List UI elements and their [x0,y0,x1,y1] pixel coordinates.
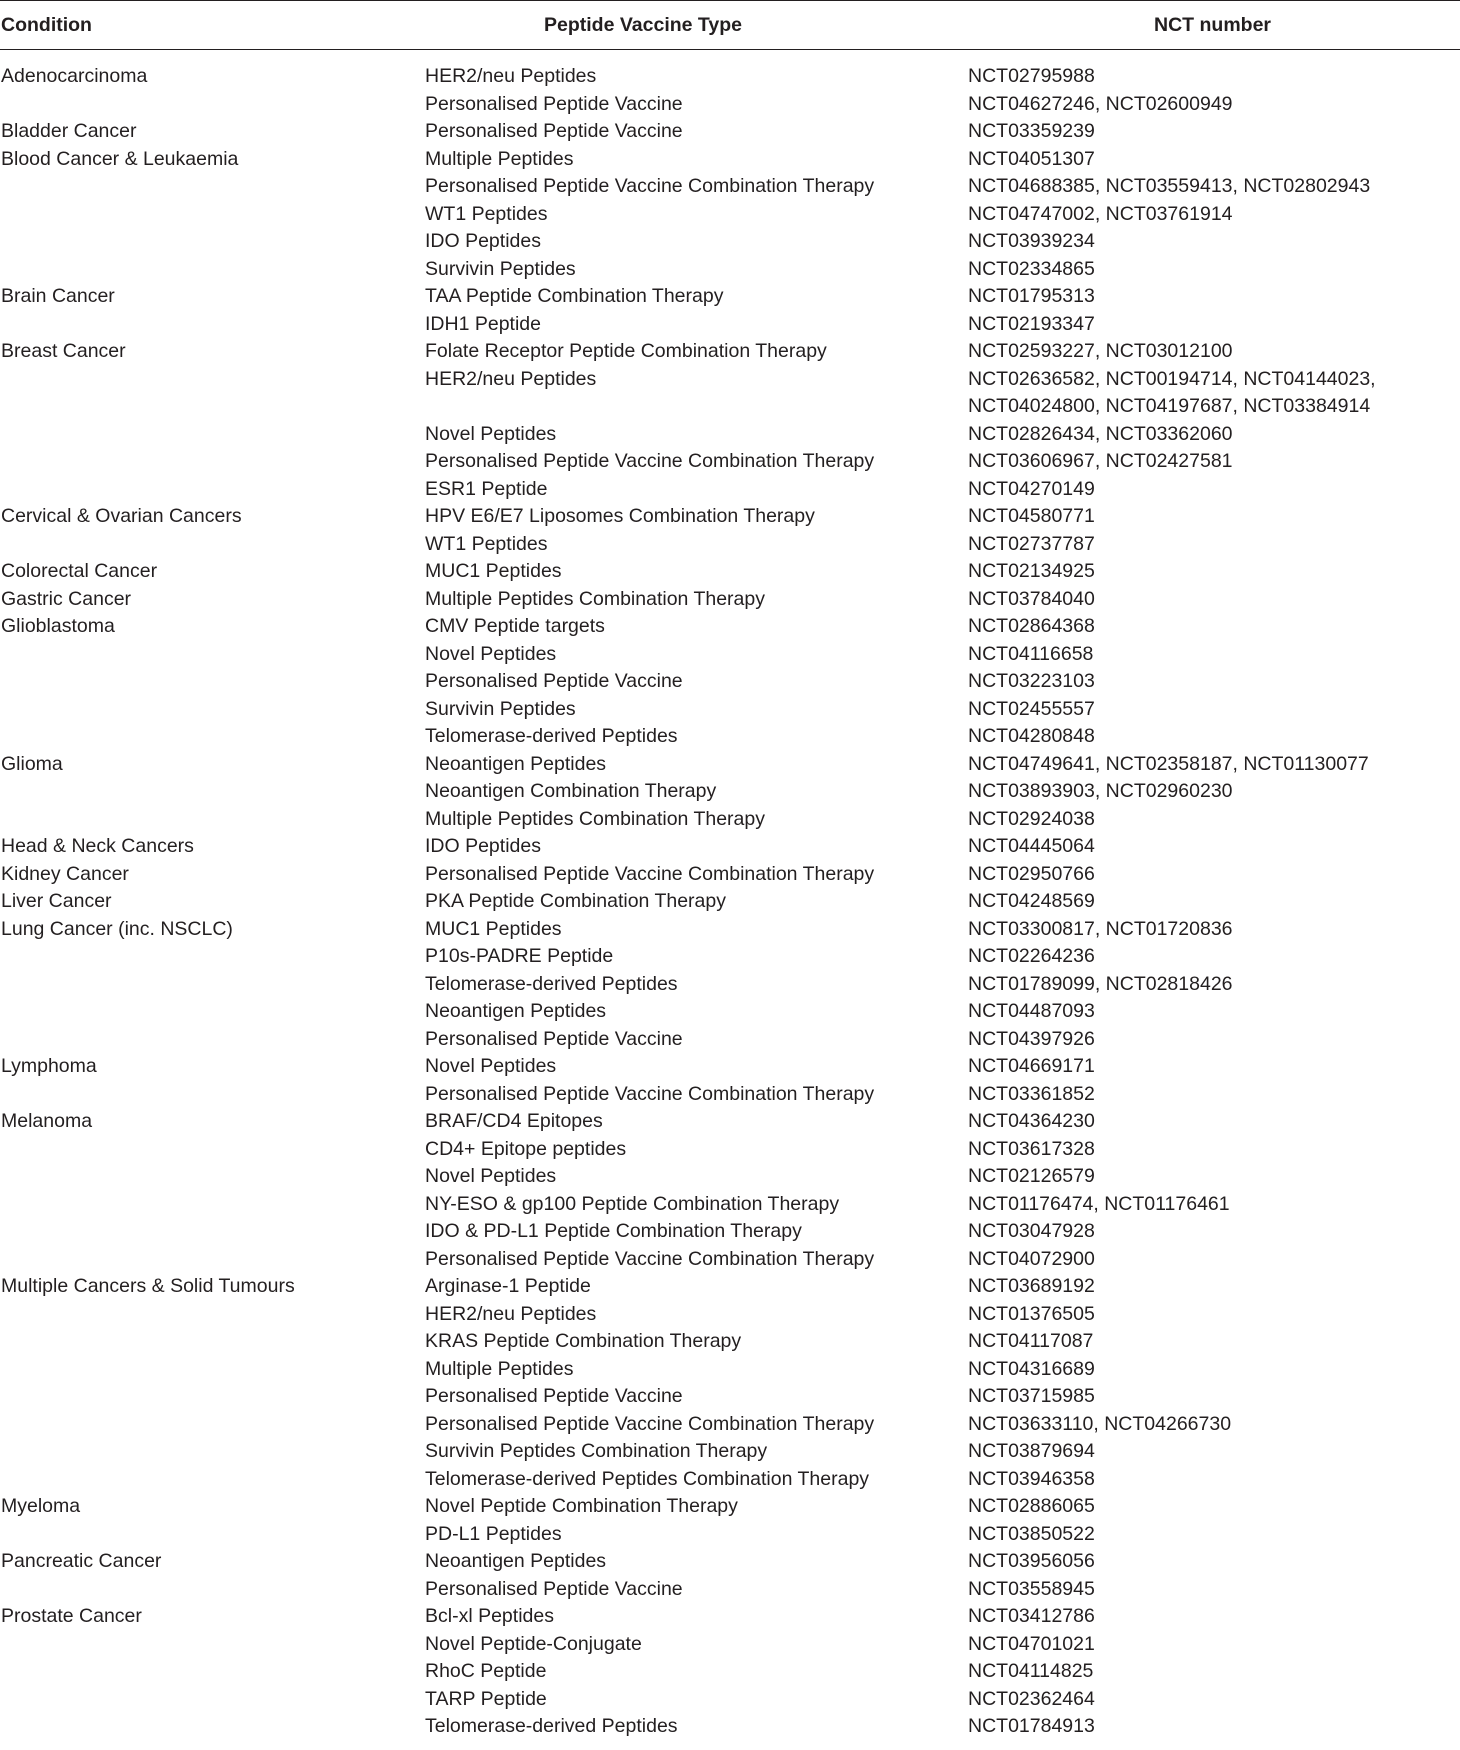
nct-number-text: NCT04445064 [968,835,1095,857]
cell-peptide-vaccine-type: IDO & PD-L1 Peptide Combination Therapy [425,1220,802,1242]
cell-nct-number [968,613,1095,641]
table-row [0,613,1460,641]
nct-number-text: NCT02455557 [968,697,1095,720]
nct-number-text: NCT04024800, NCT04197687, NCT03384914 [968,395,1371,417]
cell-nct-number [968,256,1095,284]
cell-peptide-vaccine-type: Personalised Peptide Vaccine Combination Therapy [425,450,875,472]
cell-peptide-vaccine-type: Personalised Peptide Vaccine [425,92,683,115]
cell-peptide-vaccine-type: IDH1 Peptide [425,312,541,335]
nct-number-text: NCT02193347 [968,312,1095,335]
cell-nct-number [968,283,1095,311]
cell-nct-number [968,668,1095,696]
cell-nct-number [968,366,1376,421]
cell-condition: Liver Cancer [1,890,112,912]
cell-nct-number [968,1411,1231,1439]
nct-number-text: NCT03939234 [968,230,1095,252]
cell-peptide-vaccine-type: Personalised Peptide Vaccine Combination Therapy [425,862,875,885]
cell-peptide-vaccine-type: Multiple Peptides Combination Therapy [425,587,765,610]
cell-nct-number [968,1273,1095,1301]
table-row [0,1108,1460,1136]
cell-nct-number [968,311,1095,339]
cell-nct-number [968,421,1233,449]
cell-nct-number [968,228,1095,256]
nct-number-text: NCT02636582, NCT00194714, NCT04144023, [968,367,1376,390]
cell-condition: Glioma [1,752,63,775]
cell-nct-number [968,723,1095,751]
nct-number-text: NCT03946358 [968,1467,1095,1490]
nct-number-text: NCT03633110, NCT04266730 [968,1412,1232,1435]
nct-number-text: NCT04669171 [968,1055,1095,1077]
cell-peptide-vaccine-type: Telomerase-derived Peptides Combination Therapy [425,1467,870,1490]
nct-number-text: NCT04749641, NCT02358187, NCT01130077 [968,752,1369,775]
cell-nct-number [968,1603,1095,1631]
nct-number-text: NCT02362464 [968,1687,1095,1710]
table-row [0,558,1460,586]
table-row [0,806,1460,834]
cell-nct-number [968,1521,1095,1549]
table-row [0,751,1460,779]
cell-condition: Multiple Cancers & Solid Tumours [1,1275,295,1297]
cell-peptide-vaccine-type: RhoC Peptide [425,1660,547,1682]
nct-number-text: NCT03784040 [968,587,1095,610]
nct-number-text: NCT02334865 [968,257,1095,280]
cell-condition: Pancreatic Cancer [1,1550,162,1572]
cell-nct-number [968,1383,1095,1411]
nct-number-text: NCT04116658 [968,642,1094,665]
cell-nct-number [968,1658,1093,1686]
cell-condition: Brain Cancer [1,285,115,307]
cell-condition: Melanoma [1,1110,93,1132]
cell-peptide-vaccine-type: Multiple Peptides [425,1357,574,1380]
cell-condition: Lung Cancer (inc. NSCLC) [1,917,233,940]
nct-number-text: NCT02924038 [968,807,1095,830]
table-row [0,1411,1460,1439]
nct-number-text: NCT03850522 [968,1522,1095,1545]
cell-nct-number [968,1191,1230,1219]
table-row [0,943,1460,971]
cell-peptide-vaccine-type: Novel Peptides [425,642,557,665]
cell-peptide-vaccine-type: TARP Peptide [425,1687,547,1710]
cell-nct-number [968,943,1095,971]
table-row [0,1438,1460,1466]
cell-nct-number [968,558,1095,586]
cell-peptide-vaccine-type: Arginase-1 Peptide [425,1275,591,1297]
cell-peptide-vaccine-type: ESR1 Peptide [425,477,548,500]
table-row [0,641,1460,669]
nct-number-text: NCT02886065 [968,1495,1095,1517]
nct-number-text: NCT03715985 [968,1385,1095,1407]
cell-condition: Myeloma [1,1495,81,1517]
nct-number-text: NCT03223103 [968,670,1095,692]
nct-number-text: NCT03617328 [968,1137,1095,1160]
cell-condition: Glioblastoma [1,615,115,637]
nct-number-text: NCT02864368 [968,615,1095,637]
nct-number-text: NCT03689192 [968,1275,1095,1297]
cell-condition: Breast Cancer [1,340,126,362]
cell-peptide-vaccine-type: Multiple Peptides Combination Therapy [425,807,765,830]
table-row [0,256,1460,284]
cell-nct-number [968,1053,1095,1081]
table-row [0,696,1460,724]
nct-number-text: NCT02826434, NCT03362060 [968,422,1233,445]
cell-peptide-vaccine-type: Telomerase-derived Peptides [425,1715,678,1737]
table-row [0,1273,1460,1301]
table-row [0,1026,1460,1054]
cell-peptide-vaccine-type: IDO Peptides [425,835,541,857]
cell-peptide-vaccine-type: Novel Peptide-Conjugate [425,1632,642,1655]
cell-peptide-vaccine-type: Survivin Peptides [425,257,576,280]
cell-peptide-vaccine-type: HPV E6/E7 Liposomes Combination Therapy [425,505,815,527]
cell-nct-number [968,806,1095,834]
nct-number-text: NCT03412786 [968,1605,1095,1627]
cell-peptide-vaccine-type: Personalised Peptide Vaccine Combination Therapy [425,1247,875,1270]
cell-peptide-vaccine-type: Personalised Peptide Vaccine [425,1577,683,1600]
cell-peptide-vaccine-type: HER2/neu Peptides [425,367,597,390]
table-row [0,1658,1460,1686]
table-row [0,723,1460,751]
cell-condition: Lymphoma [1,1055,97,1077]
cell-peptide-vaccine-type: Multiple Peptides [425,147,574,170]
cell-nct-number [968,1163,1095,1191]
cell-peptide-vaccine-type: TAA Peptide Combination Therapy [425,285,724,307]
cell-nct-number [968,503,1095,531]
cell-nct-number [968,861,1095,889]
table-row [0,228,1460,256]
table-row [0,1493,1460,1521]
cell-condition: Cervical & Ovarian Cancers [1,505,242,527]
table-row [0,1356,1460,1384]
table-row [0,1081,1460,1109]
cell-peptide-vaccine-type: HER2/neu Peptides [425,65,597,87]
table-row [0,833,1460,861]
cell-peptide-vaccine-type: Bcl-xl Peptides [425,1605,554,1627]
cell-condition: Head & Neck Cancers [1,835,194,857]
cell-nct-number [968,1328,1093,1356]
nct-number-text: NCT03300817, NCT01720836 [968,917,1233,940]
cell-nct-number [968,476,1095,504]
table-row [0,888,1460,916]
cell-peptide-vaccine-type: Personalised Peptide Vaccine [425,120,683,142]
cell-nct-number [968,531,1095,559]
cell-nct-number [968,338,1233,366]
cell-peptide-vaccine-type: MUC1 Peptides [425,917,562,940]
cell-nct-number [968,1493,1095,1521]
table-row [0,311,1460,339]
cell-nct-number [968,1108,1095,1136]
table-row [0,283,1460,311]
cell-nct-number [968,1356,1095,1384]
cell-peptide-vaccine-type: Telomerase-derived Peptides [425,972,678,995]
nct-number-text: NCT02126579 [968,1165,1095,1187]
cell-condition: Bladder Cancer [1,120,137,142]
cell-peptide-vaccine-type: KRAS Peptide Combination Therapy [425,1330,742,1352]
cell-nct-number [968,696,1095,724]
nct-number-text: NCT02737787 [968,532,1095,555]
cell-nct-number [968,778,1233,806]
cell-nct-number [968,91,1233,119]
table-row [0,366,1460,421]
table-row [0,421,1460,449]
nct-number-text: NCT04747002, NCT03761914 [968,202,1233,225]
table-row [0,146,1460,174]
cell-nct-number [968,1218,1095,1246]
nct-number-text: NCT04072900 [968,1247,1095,1270]
table-row [0,998,1460,1026]
table-row [0,1163,1460,1191]
table-row [0,1686,1460,1714]
nct-number-text: NCT01784913 [968,1715,1095,1737]
table-row [0,173,1460,201]
cell-nct-number [968,1576,1095,1604]
table-row [0,1246,1460,1274]
nct-number-text: NCT03879694 [968,1440,1095,1462]
nct-number-text: NCT03361852 [968,1082,1095,1105]
table-row [0,1301,1460,1329]
header-peptide-vaccine-type: Peptide Vaccine Type [544,14,742,36]
nct-number-text: NCT04688385, NCT03559413, NCT02802943 [968,175,1371,197]
table-row [0,91,1460,119]
cell-peptide-vaccine-type: PD-L1 Peptides [425,1522,562,1545]
cell-nct-number [968,1713,1095,1741]
cell-nct-number [968,1686,1095,1714]
cell-peptide-vaccine-type: Personalised Peptide Vaccine Combination Therapy [425,175,875,197]
nct-number-text: NCT02950766 [968,862,1095,885]
nct-number-text: NCT02593227, NCT03012100 [968,340,1233,362]
table-body [0,63,1460,1741]
nct-number-text: NCT02795988 [968,65,1095,87]
cell-nct-number [968,201,1233,229]
cell-peptide-vaccine-type: Novel Peptides [425,1055,557,1077]
cell-nct-number [968,146,1095,174]
table-row [0,1631,1460,1659]
table-row [0,1136,1460,1164]
cell-nct-number [968,173,1370,201]
cell-nct-number [968,1301,1095,1329]
cell-peptide-vaccine-type: CMV Peptide targets [425,615,605,637]
table-row [0,778,1460,806]
nct-number-text: NCT03359239 [968,120,1095,142]
cell-peptide-vaccine-type: CD4+ Epitope peptides [425,1137,627,1160]
cell-condition: Colorectal Cancer [1,560,158,582]
cell-peptide-vaccine-type: Novel Peptide Combination Therapy [425,1495,738,1517]
cell-peptide-vaccine-type: Personalised Peptide Vaccine [425,1027,683,1050]
table-row [0,531,1460,559]
nct-number-text: NCT03558945 [968,1577,1095,1600]
cell-peptide-vaccine-type: WT1 Peptides [425,532,548,555]
cell-peptide-vaccine-type: MUC1 Peptides [425,560,562,582]
cell-peptide-vaccine-type: NY-ESO & gp100 Peptide Combination Therapy [425,1192,840,1215]
table-row [0,63,1460,91]
cell-peptide-vaccine-type: Novel Peptides [425,1165,557,1187]
nct-number-text: NCT04397926 [968,1027,1095,1050]
nct-number-text: NCT04280848 [968,725,1095,747]
nct-number-text: NCT04248569 [968,890,1095,912]
cell-condition: Blood Cancer & Leukaemia [1,147,239,170]
nct-number-text: NCT04364230 [968,1110,1095,1132]
table-row [0,1466,1460,1494]
nct-number-text: NCT04580771 [968,505,1095,527]
table-row [0,1053,1460,1081]
table-row [0,1328,1460,1356]
cell-peptide-vaccine-type: Personalised Peptide Vaccine Combination Therapy [425,1412,875,1435]
cell-nct-number [968,1246,1095,1274]
cell-nct-number [968,641,1093,669]
table-row [0,448,1460,476]
nct-number-text: NCT04701021 [968,1632,1095,1655]
cell-peptide-vaccine-type: Neoantigen Peptides [425,752,607,775]
cell-nct-number [968,118,1095,146]
cell-peptide-vaccine-type: Neoantigen Peptides [425,1000,607,1022]
cell-peptide-vaccine-type: Survivin Peptides [425,697,576,720]
nct-number-text: NCT04487093 [968,1000,1095,1022]
cell-peptide-vaccine-type: Neoantigen Peptides [425,1550,607,1572]
cell-nct-number [968,998,1095,1026]
cell-peptide-vaccine-type: Telomerase-derived Peptides [425,725,678,747]
table-row [0,1576,1460,1604]
table-row [0,201,1460,229]
cell-nct-number [968,1548,1095,1576]
table-row [0,916,1460,944]
cell-peptide-vaccine-type: IDO Peptides [425,230,541,252]
table-row [0,861,1460,889]
table-row [0,476,1460,504]
cell-peptide-vaccine-type: Survivin Peptides Combination Therapy [425,1440,768,1462]
cell-condition: Adenocarcinoma [1,65,148,87]
nct-number-text: NCT01176474, NCT01176461 [968,1192,1230,1215]
nct-number-text: NCT01376505 [968,1302,1095,1325]
cell-peptide-vaccine-type: Folate Receptor Peptide Combination Therapy [425,340,827,362]
table-row [0,1191,1460,1219]
table-row [0,1383,1460,1411]
cell-nct-number [968,916,1233,944]
nct-number-text: NCT04627246, NCT02600949 [968,92,1233,115]
cell-nct-number [968,1466,1095,1494]
cell-peptide-vaccine-type: WT1 Peptides [425,202,548,225]
table-row [0,1548,1460,1576]
nct-number-text: NCT04117087 [968,1330,1094,1352]
table-row [0,1521,1460,1549]
cell-nct-number [968,971,1233,999]
table-row [0,118,1460,146]
cell-peptide-vaccine-type: HER2/neu Peptides [425,1302,597,1325]
cell-nct-number [968,888,1095,916]
cell-peptide-vaccine-type: Personalised Peptide Vaccine [425,1385,683,1407]
table-row [0,586,1460,614]
cell-peptide-vaccine-type: Novel Peptides [425,422,557,445]
nct-number-text: NCT04114825 [968,1660,1094,1682]
cell-nct-number [968,1631,1095,1659]
table-row [0,1218,1460,1246]
cell-nct-number [968,1026,1095,1054]
table-row [0,338,1460,366]
cell-peptide-vaccine-type: Neoantigen Combination Therapy [425,780,717,802]
nct-number-text: NCT04316689 [968,1357,1095,1380]
cell-nct-number [968,448,1233,476]
table-row [0,1603,1460,1631]
cell-nct-number [968,63,1095,91]
nct-number-text: NCT04051307 [968,147,1095,170]
cell-nct-number [968,751,1369,779]
cell-peptide-vaccine-type: Personalised Peptide Vaccine Combination Therapy [425,1082,875,1105]
cell-nct-number [968,833,1095,861]
cell-nct-number [968,586,1095,614]
header-nct-number: NCT number [1154,14,1271,36]
table-row [0,971,1460,999]
nct-number-text: NCT03893903, NCT02960230 [968,780,1233,802]
table-row [0,1713,1460,1741]
cell-nct-number [968,1136,1095,1164]
cell-condition: Gastric Cancer [1,587,132,610]
cell-condition: Prostate Cancer [1,1605,142,1627]
nct-number-text: NCT01789099, NCT02818426 [968,972,1233,995]
cell-nct-number [968,1438,1095,1466]
cell-peptide-vaccine-type: P10s-PADRE Peptide [425,945,614,967]
table-header [0,0,1460,50]
cell-condition: Kidney Cancer [1,862,129,885]
table-row [0,668,1460,696]
nct-number-text: NCT03956056 [968,1550,1095,1572]
header-condition: Condition [1,14,92,36]
nct-number-text: NCT02264236 [968,945,1095,967]
cell-nct-number [968,1081,1095,1109]
cell-peptide-vaccine-type: Personalised Peptide Vaccine [425,670,683,692]
table-row [0,503,1460,531]
nct-number-text: NCT03606967, NCT02427581 [968,450,1233,472]
cell-peptide-vaccine-type: BRAF/CD4 Epitopes [425,1110,603,1132]
nct-number-text: NCT01795313 [968,285,1095,307]
nct-number-text: NCT03047928 [968,1220,1095,1242]
nct-number-text: NCT02134925 [968,560,1095,582]
nct-number-text: NCT04270149 [968,477,1095,500]
cell-peptide-vaccine-type: PKA Peptide Combination Therapy [425,890,726,912]
